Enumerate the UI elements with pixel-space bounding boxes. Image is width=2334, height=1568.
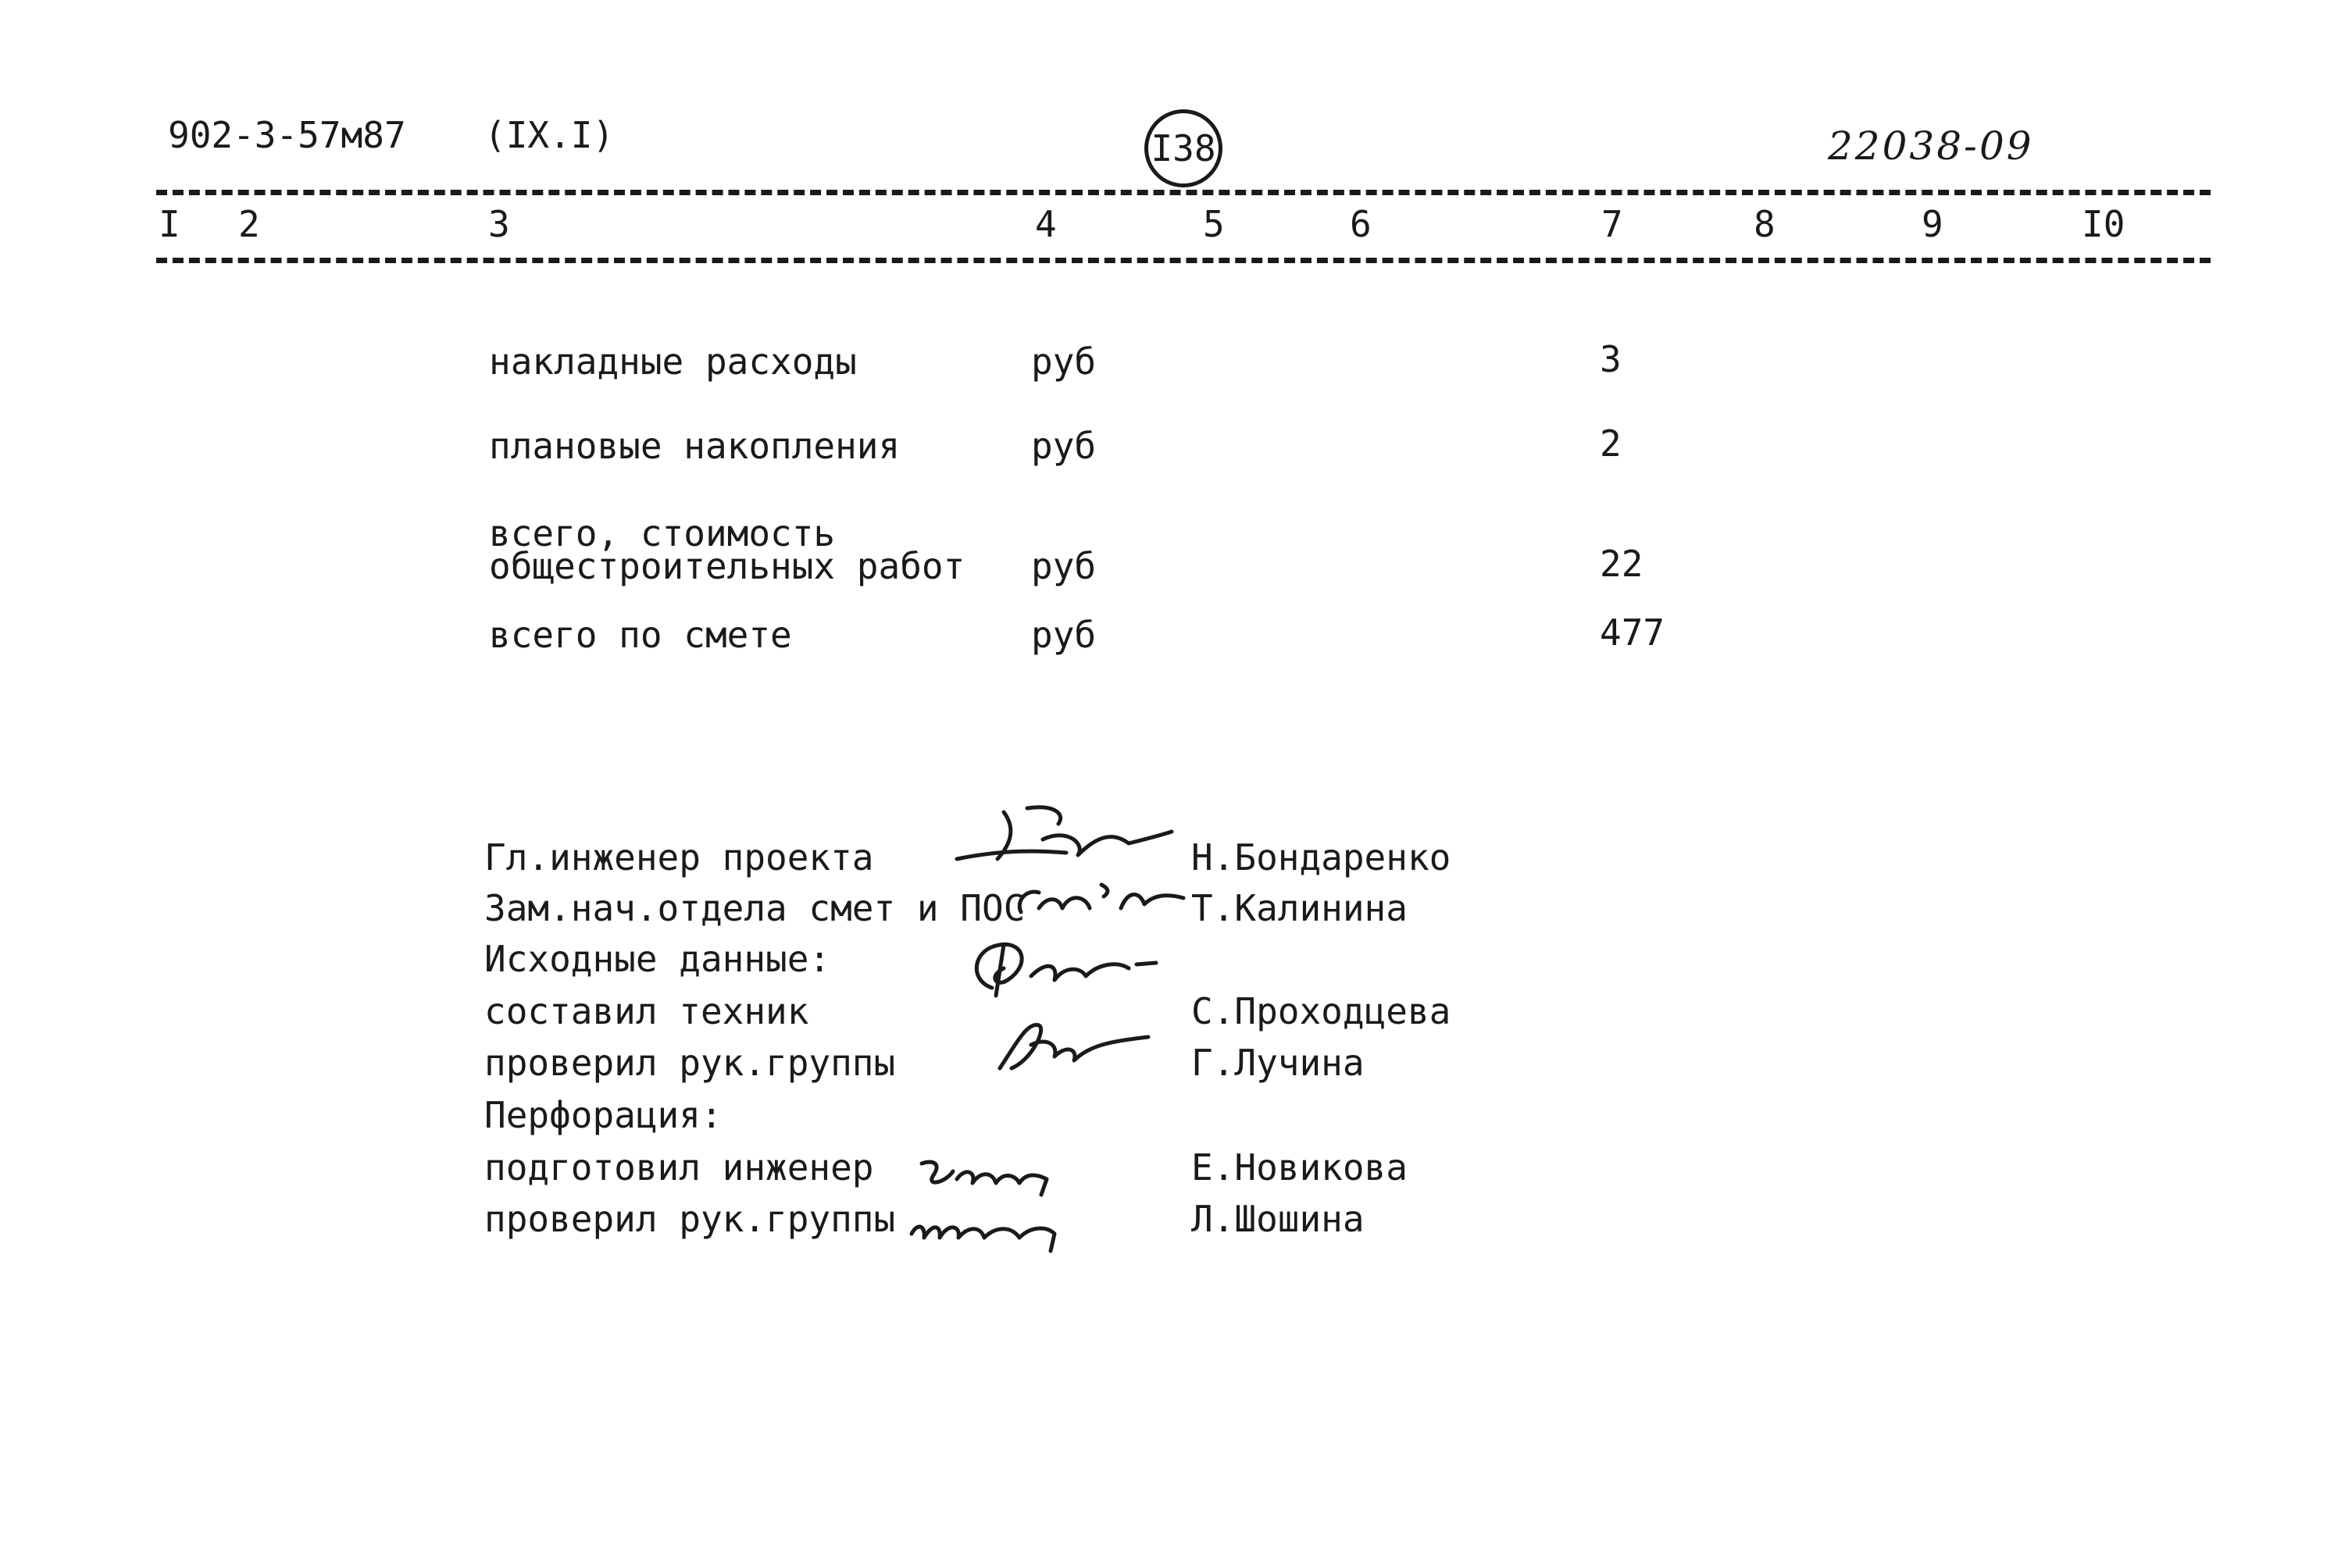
signature-role: проверил рук.группы <box>484 1198 896 1240</box>
row-value: 3 <box>1600 338 1622 380</box>
column-number: I <box>159 203 180 245</box>
row-label: плановые накопления <box>489 425 901 467</box>
signature-role: Зам.нач.отдела смет и ПОС <box>484 887 1026 929</box>
signature-name: Г.Лучина <box>1191 1042 1365 1084</box>
row-label: всего, стоимость <box>489 512 836 554</box>
archive-number: 22038-09 <box>1828 123 2034 169</box>
column-number: I0 <box>2082 203 2125 245</box>
doc-code: 902-3-57м87 <box>168 114 406 156</box>
row-unit: руб <box>1031 425 1097 467</box>
column-number: 8 <box>1754 203 1775 245</box>
signature-name: Т.Калинина <box>1191 887 1408 929</box>
signature-mark <box>980 1014 1160 1076</box>
row-value: 2 <box>1600 422 1622 465</box>
column-number: 5 <box>1203 203 1225 245</box>
row-unit: руб <box>1031 340 1097 383</box>
column-number: 3 <box>488 203 510 245</box>
signature-role: Гл.инженер проекта <box>484 836 874 878</box>
signature-role: проверил рук.группы <box>484 1042 896 1084</box>
column-number: 4 <box>1035 203 1057 245</box>
page-number: I38 <box>1151 127 1216 169</box>
signature-name: Е.Новикова <box>1191 1146 1408 1188</box>
signature-mark <box>910 1148 1066 1203</box>
column-number: 7 <box>1601 203 1623 245</box>
row-label: всего по смете <box>489 614 792 656</box>
signature-name: Л.Шошина <box>1191 1198 1365 1240</box>
row-value: 22 <box>1600 543 1643 585</box>
row-label: общестроительных работ <box>489 545 965 587</box>
signature-role: Исходные данные: <box>484 938 831 980</box>
signature-mark <box>961 933 1164 1003</box>
signature-role: Перфорация: <box>484 1094 723 1136</box>
page-number-stamp <box>1144 109 1222 187</box>
signature-name: С.Проходцева <box>1191 990 1451 1032</box>
column-number: 9 <box>1922 203 1943 245</box>
row-label: накладные расходы <box>489 340 857 383</box>
column-number: 2 <box>238 203 260 245</box>
section-code: (IX.I) <box>484 114 615 156</box>
signature-mark <box>949 796 1183 875</box>
signature-mark <box>902 1203 1082 1257</box>
signature-mark <box>1012 873 1191 928</box>
signature-name: Н.Бондаренко <box>1191 836 1451 878</box>
row-unit: руб <box>1031 545 1097 587</box>
column-number: 6 <box>1350 203 1372 245</box>
header-rule-bottom <box>156 258 2211 263</box>
row-value: 477 <box>1600 611 1665 654</box>
header-rule-top <box>156 190 2211 195</box>
row-unit: руб <box>1031 614 1097 656</box>
signature-role: подготовил инженер <box>484 1146 874 1188</box>
signature-role: составил техник <box>484 990 809 1032</box>
